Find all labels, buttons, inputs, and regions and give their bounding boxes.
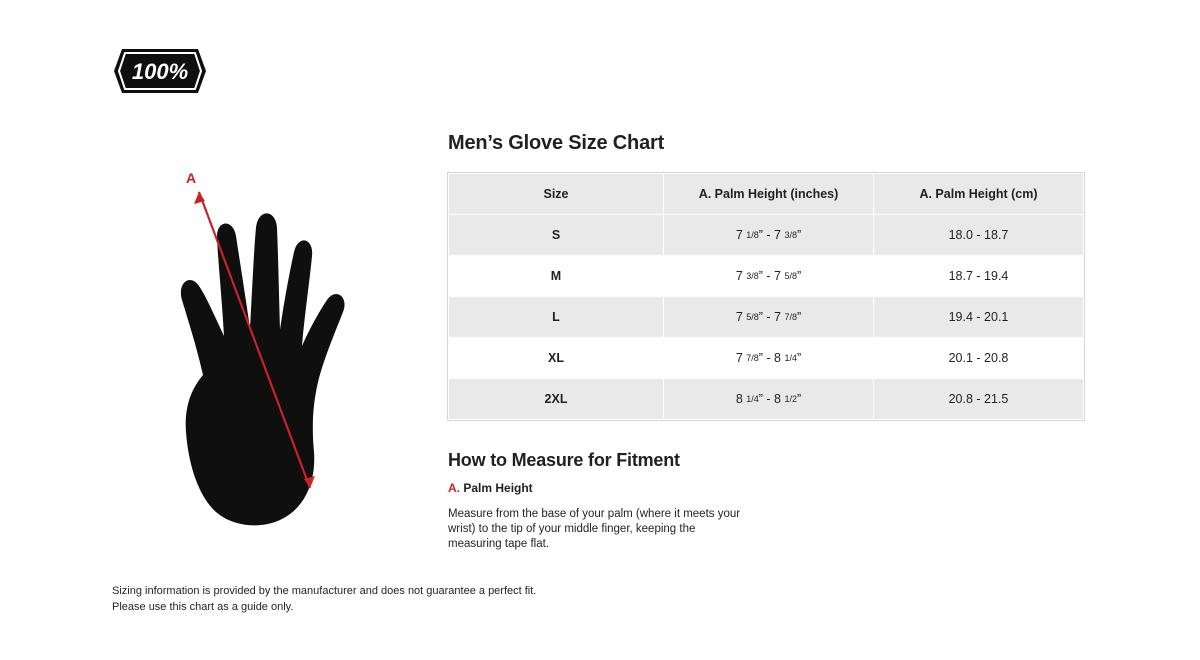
table-row (449, 379, 1084, 420)
cell-inches: 7 1/8” - 7 3/8” (664, 215, 874, 256)
cell-inches: 8 1/4” - 8 1/2” (664, 379, 874, 420)
size-chart-table (448, 173, 1084, 420)
table-header-row (449, 174, 1084, 215)
cell-size: M (449, 256, 664, 297)
table-row (449, 297, 1084, 338)
cell-cm: 18.0 - 18.7 (874, 215, 1084, 256)
column-header-size: Size (449, 174, 664, 215)
brand-logo (112, 46, 208, 96)
column-header-palm-cm: A. Palm Height (cm) (874, 174, 1084, 215)
measure-item-label: Palm Height (460, 481, 533, 495)
table-row (449, 215, 1084, 256)
column-header-palm-inches: A. Palm Height (inches) (664, 174, 874, 215)
cell-size: S (449, 215, 664, 256)
table-row (449, 338, 1084, 379)
cell-size: L (449, 297, 664, 338)
disclaimer-line-2: Please use this chart as a guide only. (112, 601, 294, 613)
cell-size: 2XL (449, 379, 664, 420)
cell-cm: 18.7 - 19.4 (874, 256, 1084, 297)
disclaimer (112, 583, 536, 615)
cell-inches: 7 3/8” - 7 5/8” (664, 256, 874, 297)
table-row (449, 256, 1084, 297)
cell-cm: 20.1 - 20.8 (874, 338, 1084, 379)
glove-hand-diagram (100, 160, 440, 530)
size-chart-panel (448, 132, 1088, 563)
disclaimer-line-1: Sizing information is provided by the manufacturer and does not guarantee a perfect fit. (112, 585, 537, 597)
cell-inches: 7 5/8” - 7 7/8” (664, 297, 874, 338)
svg-text:100%: 100% (131, 59, 189, 84)
how-to-measure-heading: How to Measure for Fitment (448, 450, 680, 470)
cell-cm: 19.4 - 20.1 (874, 297, 1084, 338)
page-title: Men’s Glove Size Chart (448, 132, 665, 154)
measure-item-title (448, 481, 1088, 495)
measure-item-letter: A. (448, 481, 460, 495)
cell-size: XL (449, 338, 664, 379)
callout-label-a: A (186, 170, 197, 186)
cell-inches: 7 7/8” - 8 1/4” (664, 338, 874, 379)
measure-item-description: Measure from the base of your palm (where it meets your wrist) to the tip of your middle finger, keeping the measuring tape flat. (448, 507, 741, 550)
cell-cm: 20.8 - 21.5 (874, 379, 1084, 420)
